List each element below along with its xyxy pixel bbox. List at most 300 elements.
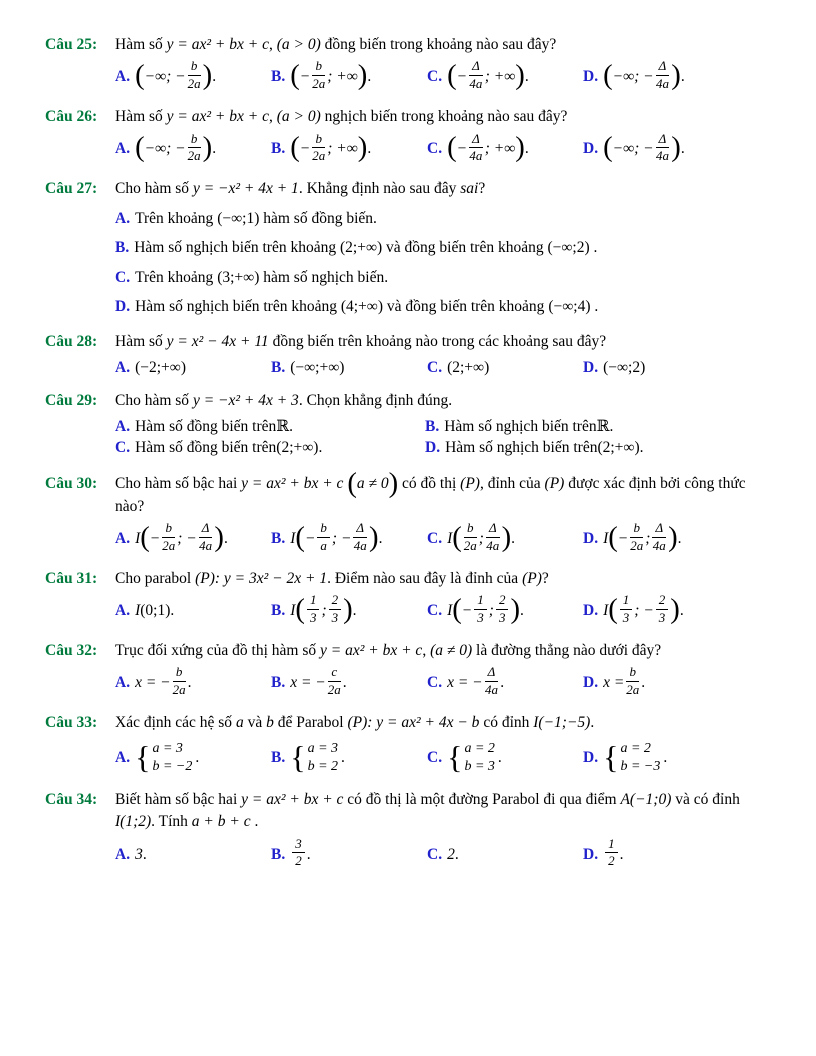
math-run: x = − (135, 674, 171, 692)
option (425, 439, 776, 457)
equation-lines (620, 740, 660, 776)
fraction-numerator: 3 (292, 837, 305, 853)
fraction-numerator: b (464, 521, 477, 537)
math-run: y = ax² + bx + c (241, 790, 344, 808)
math-run: (a > 0) (276, 36, 321, 53)
text-run: . (454, 845, 459, 863)
option-letter: A. (115, 209, 131, 227)
fraction-denominator: 2a (162, 537, 176, 553)
text-run: ? (541, 569, 549, 587)
question-head (45, 712, 776, 734)
question-stem (115, 712, 776, 734)
brace-glyph: { (135, 739, 151, 776)
fraction-numerator: 1 (474, 593, 487, 609)
math-run: − (456, 68, 468, 86)
options-row (115, 130, 776, 166)
text-run: đồng biến trên khoảng nào trong các khoảng sau đây? (268, 333, 607, 351)
text-run: . (341, 748, 345, 766)
option: C. ( − $\frac{\Delta}{4a}$ ; +∞ ) . (427, 130, 529, 164)
fraction (656, 593, 669, 625)
option-letter: B. (271, 68, 286, 86)
options-row (115, 664, 776, 699)
question-label: Câu 34: (45, 790, 98, 808)
equation-line: a = 2 (464, 740, 495, 756)
text-run: . (619, 845, 624, 863)
question-head (45, 106, 776, 128)
math-run: ; (488, 602, 494, 620)
equation-line: a = 3 (307, 740, 339, 756)
option (583, 740, 776, 776)
fraction-numerator: Δ (486, 521, 500, 537)
option: C. ( − $\frac{\Delta}{4a}$ ; +∞ ) . (427, 58, 529, 92)
text-run: . (212, 140, 217, 158)
fraction-denominator: 4a (484, 681, 498, 697)
math-run: (P) (544, 475, 565, 493)
text-run: . (170, 602, 175, 620)
fraction (173, 665, 186, 697)
fraction (307, 593, 320, 625)
option (115, 664, 271, 699)
text-run: Hàm số (115, 333, 167, 351)
text-run: . (677, 530, 682, 548)
math-run: 3 (135, 845, 143, 863)
text-run: Xác định các hệ số (115, 714, 236, 732)
text-run: Cho hàm số (115, 180, 193, 198)
option-letter: D. (115, 298, 131, 315)
question-label: Câu 28: (45, 333, 98, 351)
math-run: b (266, 714, 274, 732)
math-run: − (299, 68, 311, 86)
math-run: ; (478, 530, 484, 548)
question-block (45, 178, 776, 318)
text-run: . (195, 748, 200, 766)
option-letter: D. (583, 845, 599, 863)
fraction-numerator: 2 (329, 593, 342, 609)
option-letter: A. (115, 845, 131, 863)
option-letter: A. (115, 748, 131, 766)
text-run: . (641, 674, 646, 692)
option: D. I ( $\frac{1}{3}$ ; − $\frac{2}{3}$ ) . (583, 592, 684, 626)
fraction-numerator: b (312, 132, 325, 148)
equation-lines (152, 740, 192, 776)
option-letter: B. (271, 674, 286, 692)
fraction-denominator: 2a (172, 681, 186, 697)
equation-line: b = −2 (152, 758, 193, 774)
text-run: . (306, 845, 311, 863)
question-block (45, 106, 776, 165)
brace-glyph: { (447, 739, 463, 776)
options-row (115, 592, 776, 627)
question-stem (115, 178, 776, 200)
text-run: ℝ (276, 418, 290, 436)
equation-system (447, 740, 495, 776)
question-block (45, 466, 776, 555)
text-run: (−∞;2) (547, 239, 590, 257)
fraction (292, 837, 305, 869)
option-letter: C. (427, 674, 443, 692)
fraction-denominator: 2a (327, 681, 341, 697)
question-block (45, 712, 776, 776)
option: B. ( − $\frac{b}{2a}$ ; +∞ ) . (271, 130, 372, 164)
text-run: , (422, 642, 431, 659)
math-run: (a > 0) (276, 108, 321, 126)
option-letter: C. (427, 68, 443, 86)
option (427, 846, 583, 864)
fraction-numerator: b (162, 521, 175, 537)
question-label: Câu 25: (45, 36, 98, 53)
equation-line: a = 3 (152, 740, 183, 756)
option-letter: D. (425, 439, 441, 457)
fraction-denominator: 2 (295, 853, 302, 869)
math-run: (P) (460, 475, 480, 493)
question-block (45, 789, 776, 871)
text-run: là đường thẳng nào dưới đây? (472, 642, 662, 659)
text-run: Biết hàm số bậc hai (115, 790, 242, 808)
question-stem (115, 568, 776, 590)
math-run: 2 (447, 845, 455, 863)
math-run: − (149, 530, 161, 548)
question-stem (115, 331, 776, 353)
option (115, 846, 271, 864)
question-stem (115, 390, 776, 412)
math-run: − (461, 602, 473, 620)
text-run: và có đỉnh (671, 790, 740, 808)
option: D. ( −∞; − $\frac{\Delta}{4a}$ ) . (583, 130, 685, 164)
brace-glyph: { (290, 739, 306, 776)
text-run: (2;+∞) (597, 439, 640, 457)
fraction (496, 593, 509, 625)
options-row (115, 417, 776, 460)
big-paren: ) (388, 466, 399, 499)
math-run: −∞; − (612, 140, 654, 158)
math-run: A(−1;0) (620, 790, 672, 808)
option-letter: D. (583, 602, 599, 620)
fraction-denominator: 2a (312, 75, 326, 91)
option: A. ( −∞; − $\frac{b}{2a}$ ) . (115, 130, 217, 164)
fraction-denominator: 2a (630, 537, 644, 553)
fraction (312, 132, 325, 164)
math-run: − (299, 140, 311, 158)
text-run: . (378, 530, 383, 548)
fraction (486, 521, 500, 553)
fraction-denominator: 2 (608, 853, 615, 869)
option: B. I ( $\frac{1}{3}$ ; $\frac{2}{3}$ ) . (271, 592, 357, 626)
question-stem (115, 106, 776, 128)
option-letter: A. (115, 68, 131, 86)
fraction (328, 665, 341, 697)
text-run: . (589, 239, 598, 257)
equation-system (603, 740, 660, 776)
math-run: y = ax² + bx + c (166, 36, 269, 53)
fraction (312, 59, 325, 91)
option-letter: A. (115, 602, 131, 620)
math-run: I(−1;−5) (533, 714, 591, 732)
text-run: (−∞;4) (548, 298, 591, 315)
option (583, 835, 776, 871)
text-run: hàm số đồng biến. (259, 209, 377, 227)
fraction-numerator: 2 (496, 593, 509, 609)
math-run: I (290, 530, 296, 548)
option-letter: A. (115, 530, 131, 548)
text-run: Hàm số (115, 108, 167, 126)
option (271, 835, 427, 871)
fraction-denominator: 4a (655, 147, 669, 163)
fraction (188, 132, 201, 164)
option (115, 439, 425, 457)
option-letter: B. (271, 602, 286, 620)
text-run: có đồ thị là một đường Parabol đi qua điểm (343, 790, 621, 808)
option: C. I ( − $\frac{1}{3}$ ; $\frac{2}{3}$ ) . (427, 592, 524, 626)
fraction-numerator: Δ (199, 521, 213, 537)
equation-line: b = 2 (307, 758, 339, 774)
text-run: Hàm số nghịch biến trên (444, 417, 597, 435)
fraction (353, 521, 367, 553)
equation-lines (464, 740, 494, 776)
text-run: . (590, 714, 595, 732)
text-run: . (524, 140, 529, 158)
question-label: Câu 33: (45, 714, 98, 732)
brace-glyph: { (603, 739, 619, 776)
question-block (45, 34, 776, 93)
equation-system (135, 740, 192, 776)
math-run: ; +∞ (327, 68, 358, 86)
options-row (115, 520, 776, 555)
option-letter: A. (115, 674, 131, 692)
fraction-numerator: b (188, 132, 201, 148)
fraction (485, 665, 499, 697)
option-letter: C. (427, 140, 443, 158)
text-run: . (511, 530, 516, 548)
math-run: a (235, 714, 244, 732)
math-run: y = ax² + bx + c (320, 642, 423, 659)
text-run: . (524, 68, 529, 86)
option (583, 359, 776, 377)
text-run: nghịch biến trong khoảng nào sau đây? (320, 108, 568, 126)
text-run: . (212, 68, 217, 86)
text-run: hàm số nghịch biến. (259, 268, 389, 286)
text-run: . Chọn khẳng định đúng. (298, 391, 453, 409)
math-run: ; − (177, 530, 197, 548)
question-head (45, 789, 776, 834)
fraction-numerator: b (626, 665, 639, 681)
math-run: I (135, 530, 141, 548)
option-letter: D. (583, 748, 599, 766)
math-run: x = − (290, 674, 326, 692)
text-run: có đồ thị (398, 475, 461, 493)
math-run: I (290, 602, 296, 620)
option-letter: C. (427, 845, 443, 863)
option (115, 267, 776, 289)
option (427, 664, 583, 699)
fraction (656, 132, 670, 164)
option-letter: B. (271, 845, 286, 863)
text-run: , đỉnh của (479, 475, 545, 493)
text-run: và (243, 714, 267, 732)
text-run: (3;+∞) (217, 268, 260, 286)
option (271, 359, 427, 377)
math-run: a + b + c (191, 813, 251, 831)
questions-list (45, 34, 776, 870)
fraction-numerator: b (630, 521, 643, 537)
math-run: (P) (522, 569, 542, 587)
text-run: (2;+∞) (339, 239, 383, 257)
fraction-numerator: Δ (353, 521, 367, 537)
text-run: . (639, 439, 644, 457)
text-run: Hàm số đồng biến trên (135, 417, 277, 435)
text-run: Cho hàm số bậc hai (115, 475, 242, 493)
fraction (188, 59, 201, 91)
math-run: I (447, 530, 453, 548)
math-run: a ≠ 0 (356, 475, 389, 493)
math-run: (P): y = ax² + 4x − b (347, 714, 480, 732)
options-row (115, 359, 776, 377)
equation-line: a = 2 (620, 740, 651, 756)
text-run: (−∞;2) (603, 358, 646, 376)
text-run: , (268, 36, 277, 53)
text-run: và đồng biến trên khoảng (383, 298, 549, 315)
fraction-numerator: b (317, 521, 330, 537)
fraction-denominator: 3 (477, 609, 484, 625)
option: A. I ( − $\frac{b}{2a}$ ; − $\frac{\Delta}{4a}$ ) . (115, 520, 228, 554)
option-letter: A. (115, 140, 131, 158)
fraction (199, 521, 213, 553)
options-row (115, 58, 776, 93)
math-run: ; +∞ (327, 140, 358, 158)
text-run: Hàm số (115, 36, 167, 53)
option (427, 740, 583, 776)
fraction (474, 593, 487, 625)
option-letter: D. (583, 358, 599, 376)
text-run: (−∞;1) (217, 209, 260, 227)
text-run: . (590, 298, 599, 315)
text-run: có đỉnh (479, 714, 534, 732)
math-run: I (603, 530, 609, 548)
fraction-denominator: 4a (469, 147, 483, 163)
option-letter: D. (583, 530, 599, 548)
fraction-numerator: 1 (605, 837, 618, 853)
text-run: . (250, 813, 259, 831)
option: D. I ( − $\frac{b}{2a}$ ; $\frac{\Delta}{4a}$ ) . (583, 520, 682, 554)
question-label: Câu 32: (45, 642, 98, 659)
fraction (652, 521, 666, 553)
text-run: . Tính (151, 813, 192, 831)
fraction-denominator: 3 (622, 609, 630, 625)
math-run: ; − (634, 602, 654, 620)
equation-line: b = 3 (464, 758, 495, 774)
text-run: Trên khoảng (135, 268, 218, 286)
question-stem (115, 466, 776, 518)
option: A. ( −∞; − $\frac{b}{2a}$ ) . (115, 58, 217, 92)
text-run: (0;1) (140, 602, 171, 620)
math-run: I (135, 602, 141, 620)
question-head (45, 640, 776, 662)
fraction (162, 521, 175, 553)
text-run: . (367, 68, 372, 86)
option-letter: D. (583, 674, 599, 692)
text-run: . (142, 845, 147, 863)
fraction (469, 132, 483, 164)
text-run: Trên khoảng (135, 209, 218, 227)
text-run: được xác định bởi công thức nào? (115, 475, 746, 515)
math-run: sai (460, 180, 479, 198)
question-head (45, 34, 776, 56)
fraction-denominator: 3 (498, 609, 506, 625)
fraction-numerator: b (312, 59, 325, 75)
text-run: Hàm số nghịch biến trên khoảng (134, 239, 340, 257)
fraction-numerator: b (188, 59, 201, 75)
fraction (630, 521, 643, 553)
text-run: đồng biến trong khoảng nào sau đây? (320, 36, 557, 53)
math-run: y = ax² + bx + c (241, 475, 344, 493)
math-run: ; +∞ (484, 68, 516, 86)
option (271, 664, 427, 699)
question-block (45, 568, 776, 627)
option (115, 237, 776, 259)
text-run: . (497, 748, 502, 766)
question-head (45, 390, 776, 412)
text-run: . (680, 140, 685, 158)
text-run: . (519, 602, 524, 620)
fraction-denominator: 4a (199, 537, 213, 553)
option-letter: B. (271, 140, 286, 158)
question-label: Câu 31: (45, 569, 98, 587)
math-run: − (304, 530, 316, 548)
question-label: Câu 26: (45, 108, 98, 126)
option-letter: D. (583, 140, 599, 158)
fraction-denominator: 2a (187, 147, 201, 163)
equation-system (290, 740, 338, 776)
option-letter: A. (115, 417, 131, 435)
fraction-denominator: 4a (655, 75, 669, 91)
text-run: Cho hàm số (115, 391, 193, 409)
option: C. I ( $\frac{b}{2a}$ ; $\frac{\Delta}{4a}$ ) . (427, 520, 516, 554)
option (115, 296, 776, 318)
option-letter: B. (271, 358, 286, 376)
option (115, 602, 271, 620)
option-letter: B. (271, 748, 286, 766)
text-run: . (500, 674, 505, 692)
question-block (45, 331, 776, 376)
option-letter: C. (427, 748, 443, 766)
question-head (45, 568, 776, 590)
option-letter: A. (115, 358, 131, 376)
fraction-denominator: 3 (331, 609, 339, 625)
fraction-denominator: 4a (469, 75, 483, 91)
text-run: Hàm số nghịch biến trên (445, 439, 598, 457)
option-letter: B. (115, 239, 130, 257)
option (427, 359, 583, 377)
fraction-denominator: 2a (463, 537, 477, 553)
question-stem (115, 789, 776, 834)
math-run: x = − (447, 674, 483, 692)
text-run: . Điểm nào sau đây là đỉnh của (327, 569, 523, 587)
question-block (45, 390, 776, 460)
option (115, 208, 776, 230)
text-run: . (680, 68, 685, 86)
fraction (464, 521, 477, 553)
option-letter: C. (427, 358, 443, 376)
text-run: . (187, 674, 192, 692)
fraction-denominator: 3 (309, 609, 317, 625)
math-run: ; (321, 602, 327, 620)
question-stem (115, 34, 776, 56)
text-run: và đồng biến trên khoảng (382, 239, 548, 257)
math-run: I(1;2) (115, 813, 152, 831)
option-letter: B. (271, 530, 286, 548)
fraction-numerator: 1 (307, 593, 320, 609)
option (115, 359, 271, 377)
math-run: − (617, 530, 629, 548)
